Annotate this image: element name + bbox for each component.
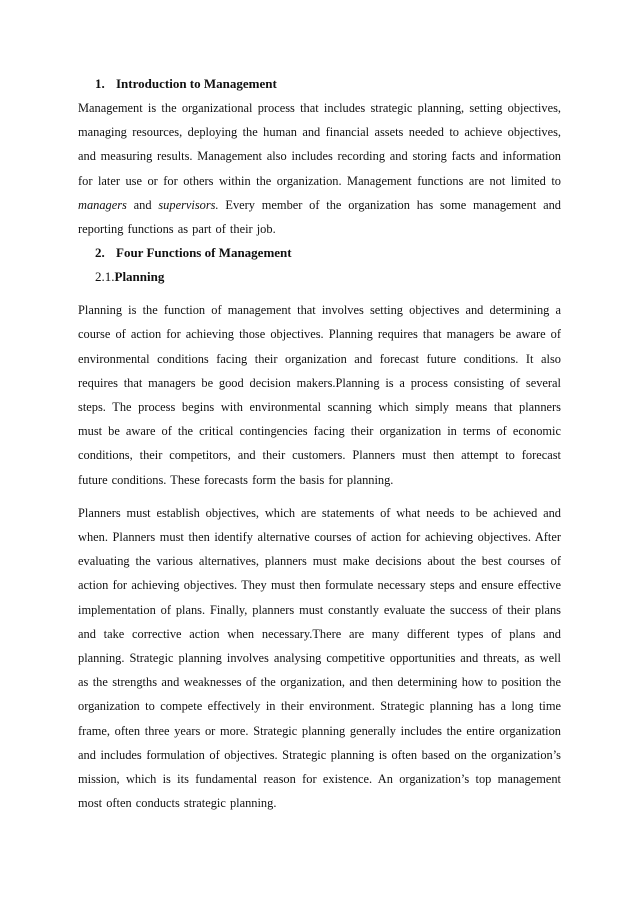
and-word: and	[126, 197, 159, 212]
section-1-text-part-1: Management is the organizational process that includes strategic planning, setting objectives, managing resources, deploying the human and financial assets needed to achieve objectives, and measuring results. Management also includes recording and storing facts and information for later use or for others within the organization. Management functions are not limited to	[78, 101, 561, 188]
section-1-paragraph	[78, 96, 561, 241]
section-2-heading	[78, 241, 561, 265]
section-2-1-title: Planning	[114, 269, 165, 285]
section-1-heading	[78, 72, 561, 96]
section-2-title: Four Functions of Management	[116, 245, 292, 261]
section-2-1-number: 2.1.	[95, 269, 115, 285]
section-2-1-heading	[78, 265, 561, 289]
section-1-title: Introduction to Management	[116, 76, 277, 91]
supervisors-term: supervisors.	[158, 197, 219, 212]
managers-term: managers	[78, 197, 127, 212]
planning-paragraph-2: Planners must establish objectives, which are statements of what needs to be achieved and when. Planners must then identify alternative courses of action for achieving objectives. After evaluating the various alternatives, planners must make decisions about the best courses of action for achieving objectives. They must then formulate necessary steps and ensure effective implementation of plans. Finally, planners must constantly evaluate the success of their plans and take corrective action when necessary.There are many different types of plans and planning. Strategic planning involves analysing competitive opportunities and threats, as well as the strengths and weaknesses of the organization, and then determining how to position the organization to compete effectively in their environment. Strategic planning has a long time frame, often three years or more. Strategic planning generally includes the entire organization and includes formulation of objectives. Strategic planning is often based on the organization’s mission, which is its fundamental reason for existence. An organization’s top management most often conducts strategic planning.	[78, 505, 561, 811]
planning-paragraph-1: Planning is the function of management that involves setting objectives and determining a course of action for achieving those objectives. Planning requires that managers be aware of environmental conditions facing their organization and forecast future conditions. It also requires that managers be good decision makers.Planning is a process consisting of several steps. The process begins with environmental scanning which simply means that planners must be aware of the critical contingencies facing their organization in terms of economic conditions, their competitors, and their customers. Planners must then attempt to forecast future conditions. These forecasts form the basis for planning.	[78, 303, 561, 487]
section-1-text-part-2: Every member of the organization has some management and reporting functions as part of their job.	[78, 197, 561, 237]
section-1-number: 1.	[95, 76, 105, 91]
section-2-number: 2.	[95, 245, 105, 261]
